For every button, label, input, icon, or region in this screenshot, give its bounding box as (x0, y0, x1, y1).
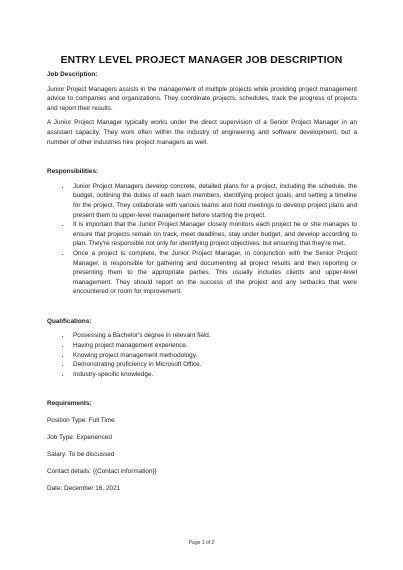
responsibilities-section (47, 167, 357, 297)
page-number: Page 1 of 2 (188, 540, 215, 546)
requirement-line: Job Type: Experienced (47, 434, 112, 442)
requirement-line: Contact details: {{Contact information}} (47, 468, 157, 476)
requirement-line: Date: December 16, 2021 (47, 485, 121, 493)
list-item: • Having project management experience. (71, 341, 357, 351)
responsibilities-heading: Responsibilities: (47, 168, 99, 176)
list-item: • Industry-specific knowledge. (71, 370, 357, 380)
list-item: • Knowing project management methodology. (71, 351, 357, 361)
job-description-heading: Job Description: (47, 71, 98, 78)
requirements-section (47, 399, 357, 494)
list-item: • Junior Project Managers develop concrete, detailed plans for a project, including the schedule, the budget, outlining the duties of each team members, identifying project goals, and setting a timeline for the project. They collaborate with various teams and hold meetings to develop project plans and present them to upper-level management before starting the project. (71, 182, 357, 220)
qualifications-heading: Qualifications: (47, 317, 92, 325)
qualifications-section (47, 317, 357, 380)
responsibilities-list (47, 182, 357, 297)
list-item: • It is important that the Junior Project Manager closely monitors each project he or she manages to ensure that projects remain on track, meet deadlines, stay under budget, and develop according to plan. They're responsible not only for identifying project objectives, but ensuring that they're met. (71, 220, 357, 249)
document-body (47, 70, 357, 494)
job-description-paragraph: Junior Project Managers assists in the management of multiple projects while providing project management advice to companies and organizations. They coordinate projects, schedules, track the progress of projects and report their results. (47, 85, 357, 112)
job-description-section (47, 70, 357, 147)
requirement-line: Position Type: Full Time (47, 417, 115, 425)
job-description-paragraph: A Junior Project Manager typically works under the direct supervision of a Senior Project Manager in an assistant capacity. They work often within the industry of engineering and software development, but a number of other industries hire project managers as well. (47, 119, 357, 146)
list-item: • Once a project is complete, the Junior Project Manager, in conjunction with the Senior Project Manager, is responsible for gathering and documenting all project results and then reporting or presenting them to the appropriate parties. This usually includes clients and upper-level management. They should report on the success of the project and any setbacks that were encountered or room for improvement. (71, 249, 357, 297)
requirements-heading: Requirements: (47, 400, 92, 408)
qualifications-list (47, 331, 357, 379)
list-item: • Demonstrating proficiency in Microsoft Office. (71, 360, 357, 370)
document-title: ENTRY LEVEL PROJECT MANAGER JOB DESCRIPTION (60, 55, 343, 66)
list-item: • Possessing a Bachelor's degree in relevant field. (71, 331, 357, 341)
requirement-line: Salary: To be discussed (47, 451, 115, 459)
